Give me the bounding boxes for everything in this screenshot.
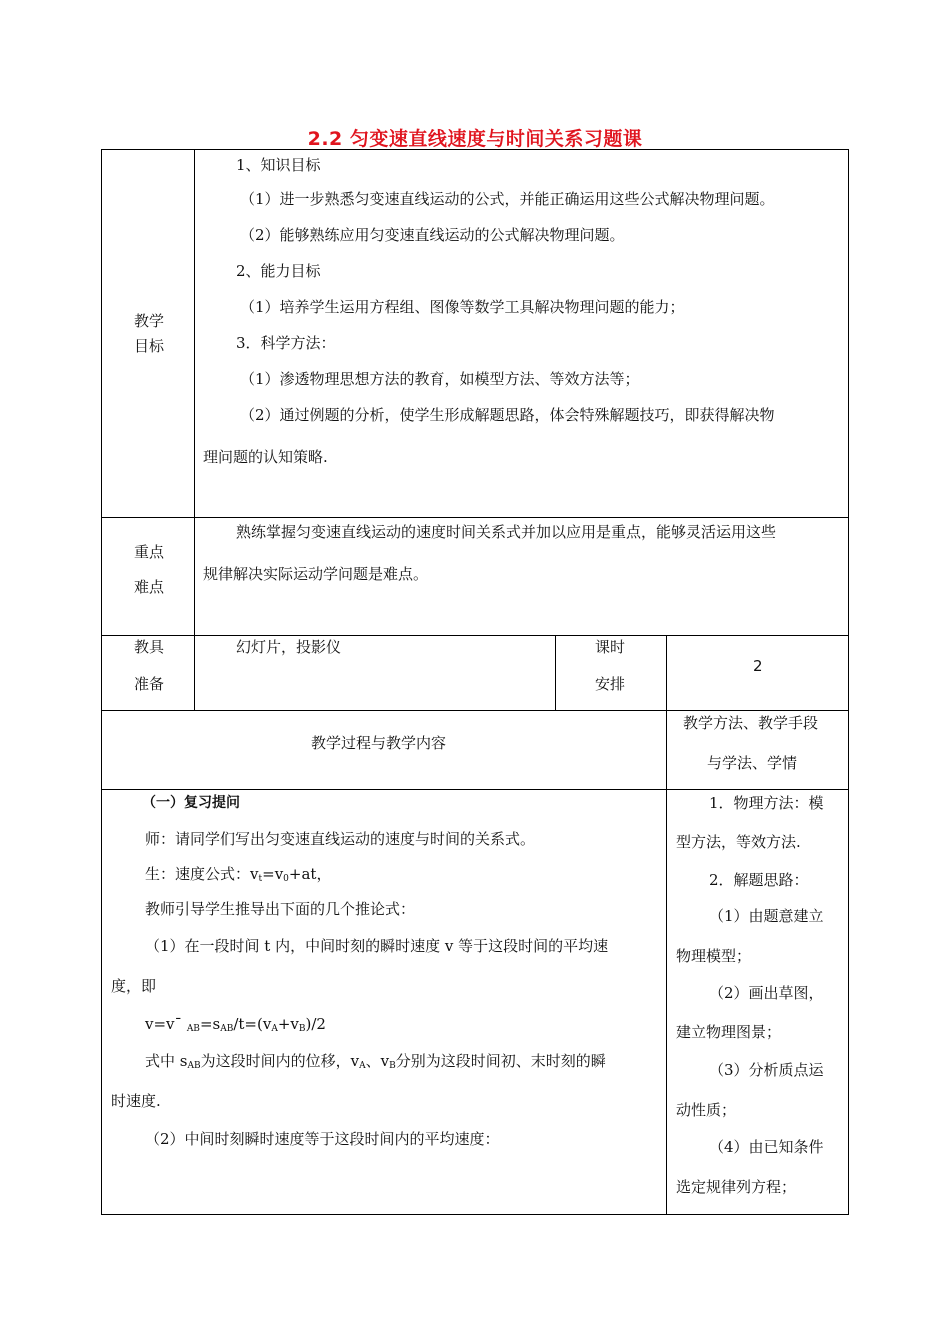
methods-header-label-1: 教学方法、教学手段 bbox=[683, 714, 819, 732]
objective-line: 2、能力目标 bbox=[236, 262, 321, 280]
methods-line: （3）分析质点运 bbox=[709, 1061, 824, 1079]
objective-line: （1）进一步熟悉匀变速直线运动的公式，并能正确运用这些公式解决物理问题。 bbox=[240, 190, 775, 208]
objective-line: 1、知识目标 bbox=[236, 156, 321, 174]
methods-header-label-2: 与学法、学情 bbox=[707, 754, 798, 772]
methods-line: （2）画出草图， bbox=[709, 984, 824, 1002]
keypoints-line: 规律解决实际运动学问题是难点。 bbox=[203, 565, 429, 583]
objective-line: （2）通过例题的分析，使学生形成解题思路，体会特殊解题技巧，即获得解决物 bbox=[240, 406, 775, 424]
objective-line: （1）渗透物理思想方法的教育，如模型方法、等效方法等； bbox=[240, 370, 640, 388]
objectives-label-cell bbox=[101, 149, 195, 518]
methods-line: 型方法，等效方法. bbox=[676, 833, 801, 851]
velocity-formula: 生：速度公式：$v_t=v_0+at$， bbox=[145, 865, 332, 884]
hours-value: 2 bbox=[753, 657, 763, 675]
methods-line: 1．物理方法：模 bbox=[709, 794, 824, 812]
methods-line: 动性质； bbox=[676, 1101, 737, 1119]
keypoints-label-2: 难点 bbox=[134, 578, 165, 596]
objective-line: 3．科学方法： bbox=[236, 334, 336, 352]
page-title: 2.2 匀变速直线速度与时间关系习题课 bbox=[307, 128, 643, 150]
process-header-label: 教学过程与教学内容 bbox=[311, 734, 447, 752]
process-line: （2）中间时刻瞬时速度等于这段时间内的平均速度： bbox=[145, 1130, 500, 1148]
keypoints-label-1: 重点 bbox=[134, 543, 165, 561]
hours-label-1: 课时 bbox=[595, 638, 626, 656]
methods-line: 2．解题思路： bbox=[709, 871, 809, 889]
process-content-cell bbox=[101, 789, 667, 1215]
tools-label-1: 教具 bbox=[134, 638, 165, 656]
methods-line: （1）由题意建立 bbox=[709, 907, 824, 925]
process-line: 度，即 bbox=[111, 977, 157, 995]
methods-line: 建立物理图景； bbox=[676, 1023, 782, 1041]
objective-line: （1）培养学生运用方程组、图像等数学工具解决物理问题的能力； bbox=[240, 298, 685, 316]
tools-value: 幻灯片，投影仪 bbox=[236, 638, 342, 656]
keypoints-line: 熟练掌握匀变速直线运动的速度时间关系式并加以应用是重点，能够灵活运用这些 bbox=[236, 523, 777, 541]
process-line: 式中 $s_{AB}$为这段时间内的位移，$v_A$、$v_B$分别为这段时间初、末时刻的瞬 bbox=[145, 1052, 606, 1071]
methods-line: 物理模型； bbox=[676, 947, 752, 965]
process-heading: （一）复习提问 bbox=[142, 795, 240, 811]
objectives-label-2: 目标 bbox=[134, 337, 165, 355]
process-line: 师：请同学们写出匀变速直线运动的速度与时间的关系式。 bbox=[145, 830, 536, 848]
process-line: （1）在一段时间 t 内，中间时刻的瞬时速度 v 等于这段时间的平均速 bbox=[145, 937, 609, 955]
methods-line: （4）由已知条件 bbox=[709, 1138, 824, 1156]
methods-line: 选定规律列方程； bbox=[676, 1178, 797, 1196]
average-velocity-formula: v=v¯ $_{AB}=s_{AB}/t=(v_A+v_B)/2$ bbox=[145, 1015, 326, 1034]
process-line: 教师引导学生推导出下面的几个推论式： bbox=[145, 900, 416, 918]
objective-line: 理问题的认知策略. bbox=[203, 448, 328, 466]
objectives-label-1: 教学 bbox=[134, 312, 165, 330]
process-line: 时速度. bbox=[111, 1092, 161, 1110]
tools-label-2: 准备 bbox=[134, 675, 165, 693]
hours-label-2: 安排 bbox=[595, 675, 626, 693]
objective-line: （2）能够熟练应用匀变速直线运动的公式解决物理问题。 bbox=[240, 226, 625, 244]
